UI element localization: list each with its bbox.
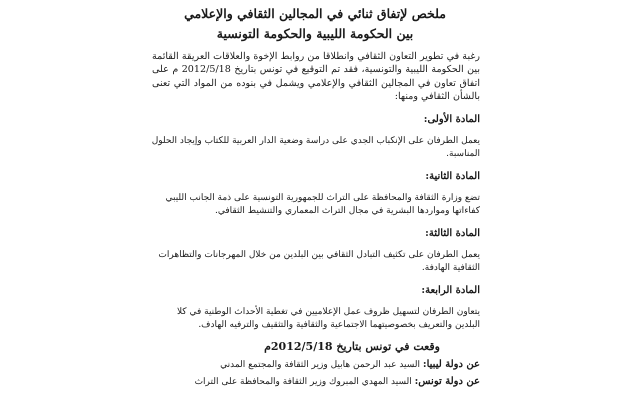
article-heading: المادة الثالثة: [425, 227, 480, 239]
document-page [150, 0, 480, 420]
title-line-2: بين الحكومة الليبية والحكومة التونسية [216, 26, 414, 41]
article-text: يعمل الطرفان على الإنكباب الجدي على دراسة وضعية الدار العربية للكتاب وإيجاد الحلول المناسبة. [151, 135, 480, 159]
article-text: تضع وزارة الثقافة والمحافظة على التراث للجمهورية التونسية على ذمة الجانب الليبي كفاءاتها ومواردها البشرية في مجال التراث المعماري والتنشيط الثقافي. [165, 192, 480, 216]
article-3 [150, 227, 480, 275]
article-heading: المادة الثانية: [425, 170, 480, 182]
signatory-libya [150, 358, 480, 372]
document-title [150, 4, 480, 44]
signatory-tunisia [150, 375, 480, 389]
intro-paragraph: رغبة في تطوير التعاون الثقافي وانطلاقا من روابط الإخوة والعلاقات العريقة القائمة بين الحكومة الليبية والتونسية، فقد تم التوقيع في تونس بتاريخ 2012/5/18 م على اتفاق تعاون في المجالين الثقافي والإعلامي ويشمل في بنوده من المواد التي تعنى بالشأن الثقافي ومنها: [152, 51, 480, 103]
article-text: يعمل الطرفان على تكثيف التبادل الثقافي بين البلدين من خلال المهرجانات والتظاهرات الثقافية الهادفة. [158, 249, 480, 273]
article-heading: المادة الأولى: [423, 113, 480, 125]
signatory-name: السيد المهدي المبروك وزير الثقافة والمحافظة على التراث [194, 376, 412, 387]
signatory-label: عن دولة تونس: [414, 375, 480, 387]
article-4 [150, 284, 480, 332]
title-line-1: ملخص لإتفاق ثنائي في المجالين الثقافي والإعلامي [184, 6, 446, 21]
article-heading: المادة الرابعة: [421, 284, 480, 296]
article-text: يتعاون الطرفان لتسهيل ظروف عمل الإعلاميين في تغطية الأحداث الوطنية في كلا البلدين والتعريف بخصوصيتهما الاجتماعية والثقافية والتثقيف والترفيه الهادف. [176, 306, 480, 330]
article-1 [150, 113, 480, 161]
signatory-name: السيد عبد الرحمن هابيل وزير الثقافة والمجتمع المدني [220, 359, 421, 370]
signatory-label: عن دولة ليبيا: [422, 358, 480, 370]
signed-date-line: وقعت في تونس بتاريخ 2012/5/18م [264, 339, 440, 353]
article-2 [150, 170, 480, 218]
